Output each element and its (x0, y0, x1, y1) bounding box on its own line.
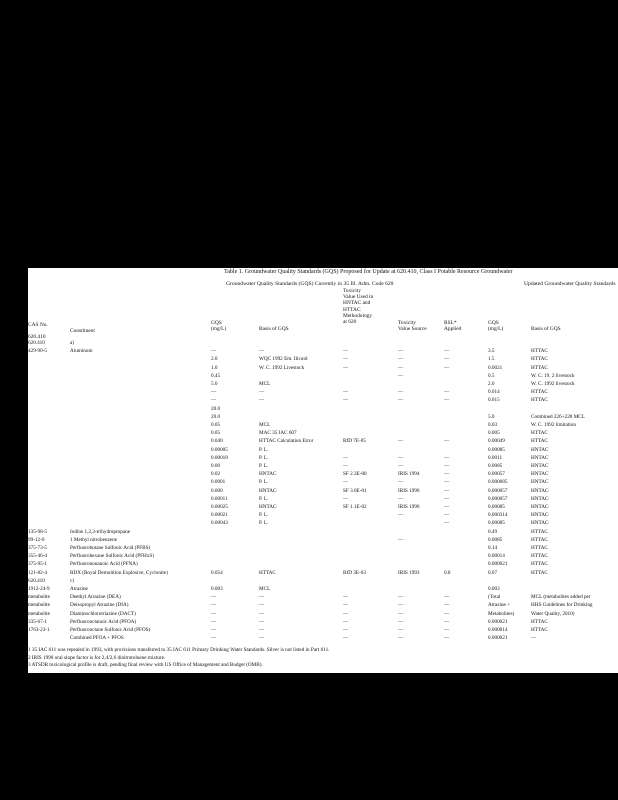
cell-basis-updated: HTTAC (531, 618, 548, 625)
cell-constituent: Perfluorobutane Sulfonic Acid (PFBS) (70, 545, 151, 551)
cell-gqs-current: — (211, 618, 217, 625)
cell-gqs-current: 20.0 (211, 413, 221, 420)
cell-toxicity-source: — (398, 389, 404, 396)
cell-basis-current: WQC 1992 Em. Ilicoid (259, 356, 308, 363)
cell-gqs-current: — (211, 397, 217, 404)
cell-constituent: Iodine 1,2,3-trihydropropane (70, 528, 131, 535)
cell-basis-updated: HTTAC (531, 430, 548, 437)
cell-gqs-updated: 0.00085 (488, 504, 505, 510)
cell-toxicity-source: — (398, 618, 404, 625)
cell-gqs-current: 0.054 (211, 569, 223, 576)
header-section: 620.410 (28, 334, 46, 340)
cell-gqs-updated: 0.000085 (488, 479, 508, 486)
cell-cas-no: metabolite (28, 594, 50, 601)
cell-basis-updated: — (531, 635, 537, 642)
cell-constituent: a) (70, 340, 75, 346)
group-header-current: Groundwater Quality Standards (GQS) Currently in 35 Ill. Adm. Code 620 (226, 281, 394, 287)
cell-rsl-applied: — (444, 602, 450, 609)
cell-gqs-updated: (Total (488, 594, 501, 601)
cell-basis-updated: HHS Guidelines for Drinking (531, 602, 593, 609)
cell-basis-updated: HNTAC (531, 495, 549, 502)
cell-constituent: Deisopropyl Atrazine (DIA) (70, 602, 129, 609)
cell-toxicity-value: — (343, 389, 349, 396)
cell-constituent: Diaminochlorotriazine (DACT) (70, 610, 136, 617)
cell-basis-current: — (259, 389, 265, 396)
cell-cas-no: 375-95-1 (28, 561, 48, 568)
cell-gqs-current: 1.0 (211, 364, 218, 371)
cell-toxicity-source: — (398, 594, 404, 601)
cell-toxicity-source: IRIS 1993 (398, 569, 420, 576)
cell-cas-no: 99-12-0 (28, 536, 45, 543)
cell-cas-no: 1763-23-1 (28, 627, 50, 633)
cell-rsl-applied: — (444, 463, 450, 469)
cell-toxicity-value: — (343, 397, 349, 404)
cell-basis-current: — (259, 397, 265, 404)
cell-gqs-current: 0.0001 (211, 479, 226, 486)
cell-gqs-current: 0.040 (211, 438, 223, 445)
cell-toxicity-source: — (398, 512, 404, 519)
cell-gqs-current: 0.00025 (211, 504, 228, 510)
cell-rsl-applied: 0.8 (444, 569, 451, 576)
cell-basis-updated: HTTAC (531, 356, 548, 363)
cell-basis-updated: HTTAC (531, 438, 548, 445)
cell-rsl-applied: — (444, 610, 450, 617)
cell-gqs-updated: 0.000314 (488, 512, 508, 519)
cell-basis-current: P. L. (259, 446, 269, 453)
cell-rsl-applied: — (444, 356, 450, 363)
cell-cas-no: 375-73-5 (28, 545, 48, 551)
cell-gqs-current: — (211, 389, 217, 396)
cell-gqs-current: 20.0 (211, 405, 221, 412)
cell-basis-updated: HNTAC (531, 512, 549, 519)
cell-toxicity-value: SF 1.1E-02 (343, 504, 367, 510)
cell-gqs-updated: 1.5 (488, 356, 495, 363)
cell-rsl-applied: — (444, 471, 450, 478)
cell-toxicity-value: — (343, 454, 349, 461)
cell-toxicity-source: — (398, 495, 404, 502)
cell-toxicity-value: SF 2.3E-00 (343, 471, 367, 478)
cell-gqs-updated: 0.0085 (488, 536, 503, 543)
cell-gqs-updated: 3.5 (488, 348, 495, 355)
cell-rsl-applied: — (444, 594, 450, 601)
cell-toxicity-value: — (343, 618, 349, 625)
cell-cas-no: 429-90-5 (28, 348, 48, 355)
cell-toxicity-value: SF 3.0E-01 (343, 487, 367, 494)
cell-basis-current: P. L. (259, 520, 269, 527)
footnote: 3 ATSDR toxicological profile is draft, pending final review with US Office of Management and Budget (OMB). (28, 662, 263, 669)
cell-toxicity-value: — (343, 479, 349, 486)
cell-basis-updated: Water Quality, 2010) (531, 610, 575, 617)
cell-basis-updated: HTTAC (531, 528, 548, 535)
cell-cas-no: 355-46-4 (28, 553, 48, 560)
cell-cas-no: 121-82-4 (28, 569, 48, 576)
cell-basis-current: P. L. (259, 495, 269, 502)
cell-basis-updated: HTTAC (531, 545, 548, 551)
cell-basis-updated: HNTAC (531, 463, 549, 469)
document-page (28, 268, 618, 673)
cell-gqs-current: — (211, 348, 217, 355)
cell-gqs-updated: 0.014 (488, 389, 500, 396)
cell-basis-updated: HTTAC (531, 389, 548, 396)
cell-toxicity-source: — (398, 602, 404, 609)
cell-basis-current: P. L. (259, 512, 269, 519)
header-rsl-applied: RSL* Applied (444, 320, 462, 333)
cell-basis-current: — (259, 602, 265, 609)
cell-gqs-updated: 2.0 (488, 381, 495, 387)
header-toxicity-value: Toxicity Value Used in HNTAC and HTTAC Methodology at 620 (343, 288, 374, 326)
cell-cas-no: 620.410 (28, 340, 45, 346)
cell-basis-current: P. L. (259, 463, 269, 469)
cell-gqs-current: — (211, 610, 217, 617)
cell-basis-current: MCL (259, 586, 271, 592)
cell-basis-current: MAC 35 IAC 607 (259, 430, 297, 437)
cell-toxicity-value: — (343, 364, 349, 371)
cell-toxicity-source: — (398, 627, 404, 633)
cell-basis-current: P. L. (259, 454, 269, 461)
cell-basis-updated: HNTAC (531, 471, 549, 478)
cell-basis-updated: W. C. 1992 livestock (531, 381, 575, 387)
cell-gqs-current: — (211, 594, 217, 601)
cell-toxicity-value: — (343, 594, 349, 601)
cell-rsl-applied: — (444, 454, 450, 461)
cell-rsl-applied: — (444, 635, 450, 642)
cell-toxicity-value: — (343, 635, 349, 642)
cell-basis-updated: HTTAC (531, 569, 548, 576)
cell-gqs-current: — (211, 635, 217, 642)
cell-gqs-updated: 0.5 (488, 372, 495, 379)
cell-basis-updated: HNTAC (531, 487, 549, 494)
cell-toxicity-value: — (343, 463, 349, 469)
cell-gqs-updated: Metabolites) (488, 610, 515, 617)
header-constituent: Constituent (70, 328, 95, 334)
cell-gqs-current: 0.000 (211, 487, 223, 494)
cell-gqs-updated: 0.03 (488, 422, 498, 428)
cell-basis-updated: HNTAC (531, 520, 549, 527)
cell-rsl-applied: — (444, 520, 450, 527)
cell-gqs-updated: 0.005 (488, 430, 500, 437)
cell-toxicity-value: — (343, 356, 349, 363)
cell-rsl-applied: — (444, 627, 450, 633)
cell-rsl-applied: — (444, 504, 450, 510)
cell-basis-current: — (259, 618, 265, 625)
header-basis-current: Basis of GQS (259, 326, 289, 332)
cell-toxicity-source: — (398, 454, 404, 461)
cell-constituent: c) (70, 577, 75, 584)
header-gqs-updated: GQS (mg/L) (488, 320, 504, 333)
cell-cas-no: 335-67-1 (28, 618, 48, 625)
cell-gqs-updated: 0.49 (488, 528, 498, 535)
cell-cas-no: 1912-24-9 (28, 586, 50, 592)
cell-gqs-updated: 0.000021 (488, 635, 508, 642)
cell-gqs-current: 0.00043 (211, 520, 228, 527)
cell-basis-current: — (259, 594, 265, 601)
cell-basis-current: HTTAC Calculation Error (259, 438, 314, 445)
cell-gqs-updated: 0.00085 (488, 520, 505, 527)
group-header-updated: Updated Groundwater Quality Standards (524, 281, 616, 287)
cell-gqs-updated: 0.07 (488, 569, 498, 576)
cell-toxicity-value: — (343, 495, 349, 502)
cell-basis-current: — (259, 635, 265, 642)
footnote: 2 IRIS 1990 oral slope factor is for 2,4/2,6 dinitrotoluene mixture. (28, 654, 166, 661)
cell-toxicity-source: — (398, 610, 404, 617)
header-basis-updated: Basis of GQS (531, 326, 561, 332)
cell-basis-current: MCL (259, 381, 271, 387)
cell-toxicity-source: — (398, 348, 404, 355)
cell-toxicity-source: — (398, 635, 404, 642)
header-gqs-current: GQS (mg/L) (211, 320, 227, 333)
cell-toxicity-source: — (398, 438, 404, 445)
cell-constituent: Aluminum (70, 348, 93, 355)
cell-gqs-updated: 0.00049 (488, 438, 505, 445)
cell-gqs-updated: 0.14 (488, 545, 498, 551)
cell-basis-updated: W. C. 19. 2 livestock (531, 372, 575, 379)
cell-basis-updated: HTTAC (531, 553, 548, 560)
cell-gqs-updated: 0.00014 (488, 553, 505, 560)
cell-toxicity-source: IRIS 1990 (398, 487, 420, 494)
cell-basis-updated: HNTAC (531, 454, 549, 461)
cell-basis-updated: HTTAC (531, 627, 548, 633)
cell-toxicity-source: — (398, 536, 404, 543)
cell-rsl-applied: — (444, 364, 450, 371)
cell-basis-updated: HNTAC (531, 504, 549, 510)
cell-toxicity-source: — (398, 364, 404, 371)
cell-gqs-current: 0.00005 (211, 446, 228, 453)
cell-rsl-applied: — (444, 397, 450, 404)
cell-rsl-applied: — (444, 479, 450, 486)
cell-gqs-updated: 0.00057 (488, 471, 505, 478)
cell-basis-current: — (259, 627, 265, 633)
cell-basis-current: — (259, 610, 265, 617)
cell-constituent: Atrazine (70, 586, 88, 592)
cell-gqs-current: 2.0 (211, 356, 218, 363)
cell-toxicity-source: IRIS 1990 (398, 504, 420, 510)
cell-gqs-updated: Atrazine + (488, 602, 511, 609)
cell-toxicity-source: — (398, 397, 404, 404)
footnote: 1 35 IAC 611 was repealed in 1993, with provisions transferred to 35 IAC 611 Primary Drinking Water Standards. Silver is not listed in Part 611. (28, 647, 330, 654)
cell-basis-current: — (259, 348, 265, 355)
cell-toxicity-value: — (343, 348, 349, 355)
cell-gqs-updated: 0.003 (488, 586, 500, 592)
cell-gqs-updated: 0.000021 (488, 561, 508, 568)
cell-toxicity-value: — (343, 610, 349, 617)
cell-basis-updated: Combined 226+228 MCL (531, 413, 585, 420)
cell-gqs-updated: 0.015 (488, 397, 500, 404)
cell-gqs-current: 0.02 (211, 471, 221, 478)
table-title: Table 1. Groundwater Quality Standards (GQS) Proposed for Update at 620.410, Class I Potable Resource Groundwater (224, 269, 513, 275)
cell-gqs-current: 0.00018 (211, 454, 228, 461)
cell-constituent: Perfluorooctanoic Acid (PFOA) (70, 618, 137, 625)
cell-rsl-applied: — (444, 438, 450, 445)
cell-gqs-current: 0.00011 (211, 495, 228, 502)
header-cas-no: CAS No. (28, 322, 48, 328)
cell-basis-current: W. C. 1992 Livestock (259, 364, 305, 371)
cell-rsl-applied: — (444, 618, 450, 625)
cell-cas-no: metabolite (28, 610, 50, 617)
cell-toxicity-value: RfD 3E-03 (343, 569, 366, 576)
cell-cas-no: metabolite (28, 602, 50, 609)
cell-gqs-updated: 0.000057 (488, 495, 508, 502)
cell-gqs-updated: 0.0021 (488, 364, 503, 371)
cell-gqs-current: 0.003 (211, 586, 223, 592)
cell-basis-updated: HTTAC (531, 364, 548, 371)
cell-gqs-updated: 0.000021 (488, 618, 508, 625)
cell-rsl-applied: — (444, 389, 450, 396)
header-toxicity-source: Toxicity Value Source (398, 320, 427, 333)
cell-basis-updated: MCL (metabolites added per (531, 594, 591, 601)
cell-toxicity-value: RfD 7E-05 (343, 438, 366, 445)
cell-toxicity-source: — (398, 372, 404, 379)
cell-gqs-updated: 0.000014 (488, 627, 508, 633)
cell-gqs-updated: 0.0085 (488, 463, 503, 469)
cell-basis-current: HNTAC (259, 487, 277, 494)
cell-basis-updated: HTTAC (531, 536, 548, 543)
cell-basis-updated: HTTAC (531, 561, 548, 568)
cell-constituent: Combined PFOA + PFOS (70, 635, 124, 642)
cell-basis-current: HNTAC (259, 471, 277, 478)
cell-toxicity-source: — (398, 479, 404, 486)
cell-gqs-current: — (211, 602, 217, 609)
cell-basis-updated: HTTAC (531, 348, 548, 355)
cell-gqs-updated: 5.0 (488, 413, 495, 420)
cell-constituent: RDX (Royal Demolition Explosive, Cyclonite) (70, 569, 168, 576)
cell-basis-updated: HTTAC (531, 397, 548, 404)
cell-toxicity-source: IRIS 1994 (398, 471, 420, 478)
cell-constituent: Perfluorohexane Sulfonic Acid (PFHxS) (70, 553, 154, 560)
cell-constituent: Perfluorooctane Sulfonic Acid (PFOS) (70, 627, 151, 633)
cell-rsl-applied: — (444, 512, 450, 519)
cell-rsl-applied: — (444, 348, 450, 355)
cell-rsl-applied: — (444, 495, 450, 502)
cell-gqs-updated: 0.00085 (488, 446, 505, 453)
cell-toxicity-source: — (398, 356, 404, 363)
cell-rsl-applied: — (444, 487, 450, 494)
cell-basis-current: MCL (259, 422, 271, 428)
cell-gqs-current: 0.05 (211, 422, 221, 428)
cell-basis-updated: HNTAC (531, 446, 549, 453)
cell-basis-updated: W. C. 1992 limitation (531, 422, 576, 428)
cell-gqs-current: 0.00021 (211, 512, 228, 519)
cell-cas-no: 135-98-5 (28, 528, 48, 535)
cell-basis-updated: HNTAC (531, 479, 549, 486)
cell-gqs-current: — (211, 627, 217, 633)
cell-cas-no: 620.410 (28, 577, 45, 584)
cell-toxicity-value: — (343, 627, 349, 633)
cell-toxicity-source: — (398, 463, 404, 469)
cell-gqs-current: 0.05 (211, 430, 221, 437)
cell-basis-current: HTTAC (259, 569, 276, 576)
cell-constituent: Perfluorononanoic Acid (PFNA) (70, 561, 138, 568)
cell-gqs-updated: 0.0011 (488, 454, 503, 461)
cell-gqs-updated: 0.000057 (488, 487, 508, 494)
cell-gqs-current: 0.45 (211, 372, 221, 379)
cell-constituent: 1 Methyl nitrobenzene (70, 536, 117, 543)
cell-gqs-current: 0.00 (211, 463, 221, 469)
cell-gqs-current: 5.0 (211, 381, 218, 387)
cell-constituent: Deethyl Atrazine (DEA) (70, 594, 121, 601)
cell-basis-current: P. L. (259, 479, 269, 486)
cell-basis-current: HNTAC (259, 504, 277, 510)
cell-toxicity-value: — (343, 602, 349, 609)
